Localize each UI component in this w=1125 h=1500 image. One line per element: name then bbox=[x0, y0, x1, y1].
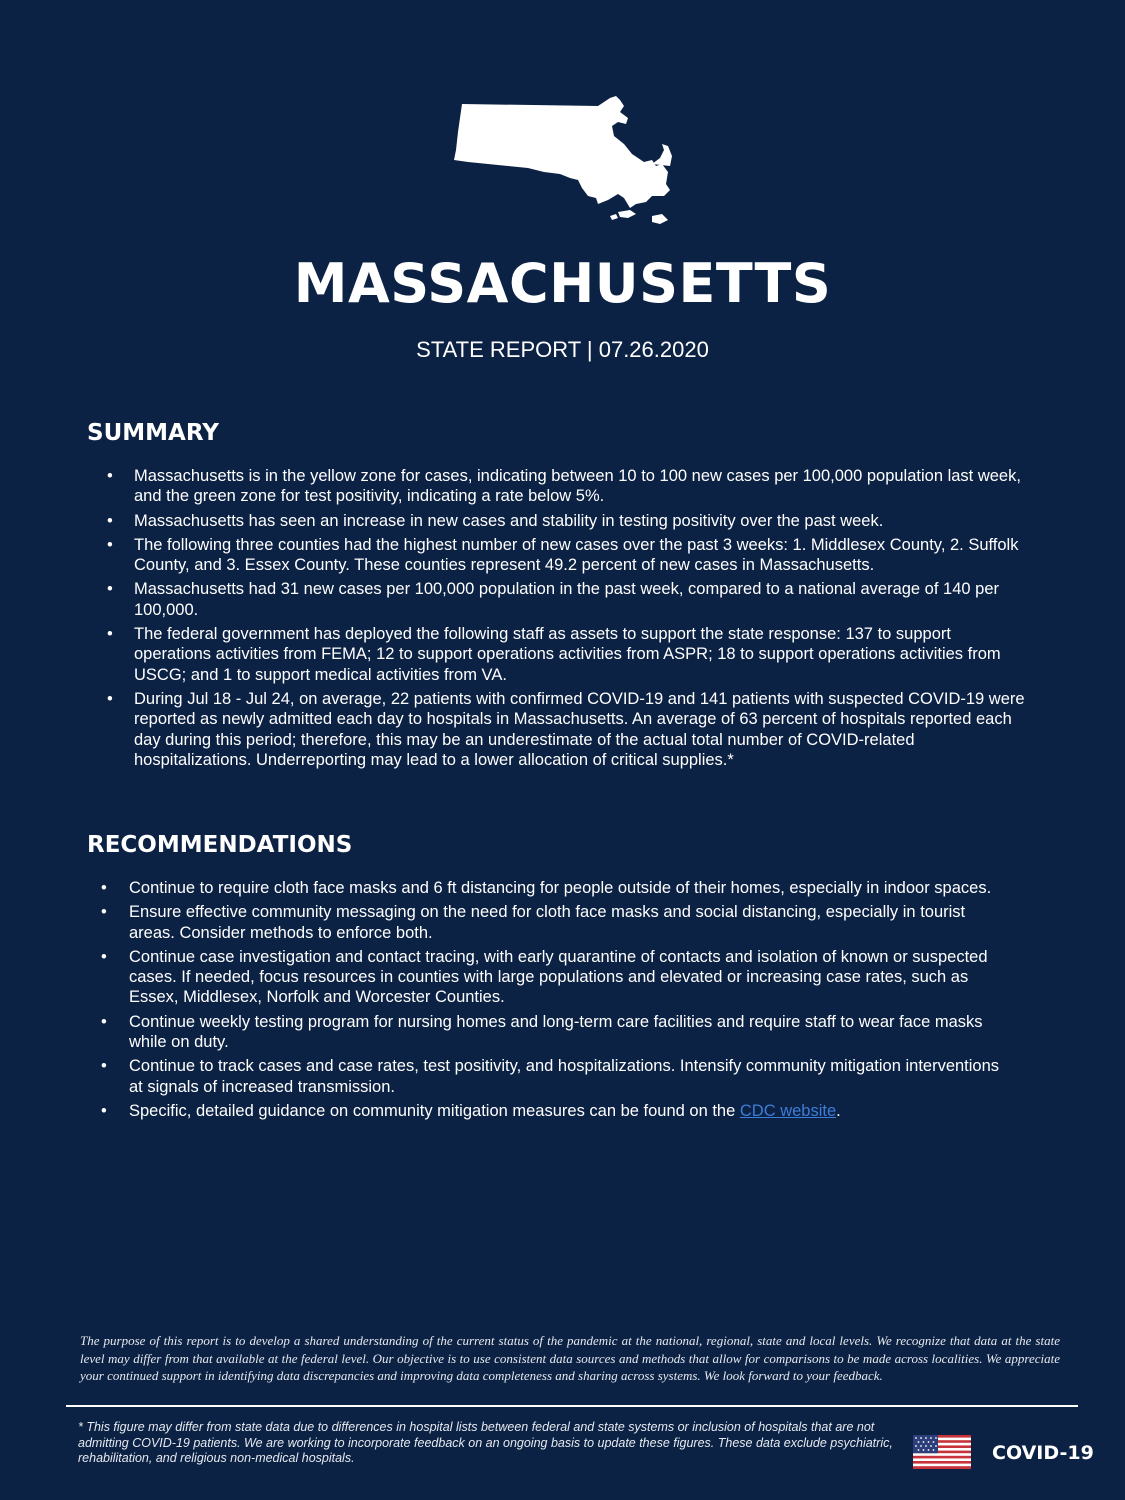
footnote-text: * This figure may differ from state data due to differences in hospital lists between federal and state systems or inclusion of hospitals that are not admitting COVID-19 patients. We are working to incorporate feedback on an ongoing basis to update these figures. These data exclude psychiatric, rehabilitation, and religious non-medical hospitals. bbox=[78, 1420, 893, 1465]
recommendation-item: • Continue case investigation and contact tracing, with early quarantine of contacts and isolation of known or suspected cases. If needed, focus resources in counties with large populations and elevated or increasing case rates, such as Essex, Middlesex, Norfolk and Worcester Counties. bbox=[129, 947, 1009, 1008]
report-date-label: STATE REPORT | 07.26.2020 bbox=[416, 337, 709, 362]
summary-item: • The federal government has deployed the following staff as assets to support the state response: 137 to support operations activities from FEMA; 12 to support operations activities from ASPR; 18 to support operations activities from USCG; and 1 to support medical activities from VA. bbox=[134, 624, 1029, 685]
summary-item: • The following three counties had the highest number of new cases over the past 3 weeks: 1. Middlesex County, 2. Suffolk County, and 3. Essex County. These counties represent 49.2 percent of new cases in Massachusetts. bbox=[134, 535, 1029, 576]
summary-item: • Massachusetts had 31 new cases per 100,000 population in the past week, compared to a national average of 140 per 100,000. bbox=[134, 579, 1029, 620]
covid-19-brand-label: COVID-19 bbox=[992, 1442, 1094, 1464]
recommendation-item: • Continue to require cloth face masks and 6 ft distancing for people outside of their homes, especially in indoor spaces. bbox=[129, 878, 1009, 898]
recommendation-suffix: . bbox=[836, 1101, 841, 1120]
disclaimer-text: The purpose of this report is to develop a shared understanding of the current status of the pandemic at the national, regional, state and local levels. We recognize that data at the state level may differ from that available at the federal level. Our objective is to use consistent data sources and methods that allow for comparisons to be made across localities. We appreciate your continued support in identifying data discrepancies and improving data completeness and sharing across systems. We look forward to your feedback. bbox=[80, 1333, 1060, 1383]
recommendation-item: • Continue to track cases and case rates, test positivity, and hospitalizations. Intensify community mitigation interventions at signals of increased transmission. bbox=[129, 1056, 1009, 1097]
massachusetts-map-icon bbox=[448, 92, 678, 230]
recommendation-item-cdc bbox=[129, 1101, 1009, 1121]
state-title: MASSACHUSETTS bbox=[293, 252, 832, 315]
recommendations-heading: RECOMMENDATIONS bbox=[87, 832, 353, 858]
us-flag-icon bbox=[913, 1435, 971, 1469]
summary-heading: SUMMARY bbox=[87, 420, 219, 446]
summary-list bbox=[134, 466, 1029, 774]
cdc-website-link[interactable]: CDC website bbox=[739, 1101, 837, 1120]
recommendations-list bbox=[129, 878, 1009, 1125]
summary-item: • Massachusetts has seen an increase in new cases and stability in testing positivity over the past week. bbox=[134, 511, 1029, 531]
summary-item: • During Jul 18 - Jul 24, on average, 22 patients with confirmed COVID-19 and 141 patients with suspected COVID-19 were reported as newly admitted each day to hospitals in Massachusetts. An average of 63 percent of hospitals reported each day during this period; therefore, this may be an underestimate of the actual total number of COVID-related hospitalizations. Underreporting may lead to a lower allocation of critical supplies.* bbox=[134, 689, 1029, 770]
recommendation-text: Specific, detailed guidance on community mitigation measures can be found on the bbox=[129, 1101, 740, 1120]
summary-item: • Massachusetts is in the yellow zone for cases, indicating between 10 to 100 new cases per 100,000 population last week, and the green zone for test positivity, indicating a rate below 5%. bbox=[134, 466, 1029, 507]
recommendation-item: • Ensure effective community messaging on the need for cloth face masks and social distancing, especially in tourist areas. Consider methods to enforce both. bbox=[129, 902, 1009, 943]
footer-divider bbox=[66, 1405, 1078, 1407]
recommendation-item: • Continue weekly testing program for nursing homes and long-term care facilities and require staff to wear face masks while on duty. bbox=[129, 1012, 1009, 1053]
